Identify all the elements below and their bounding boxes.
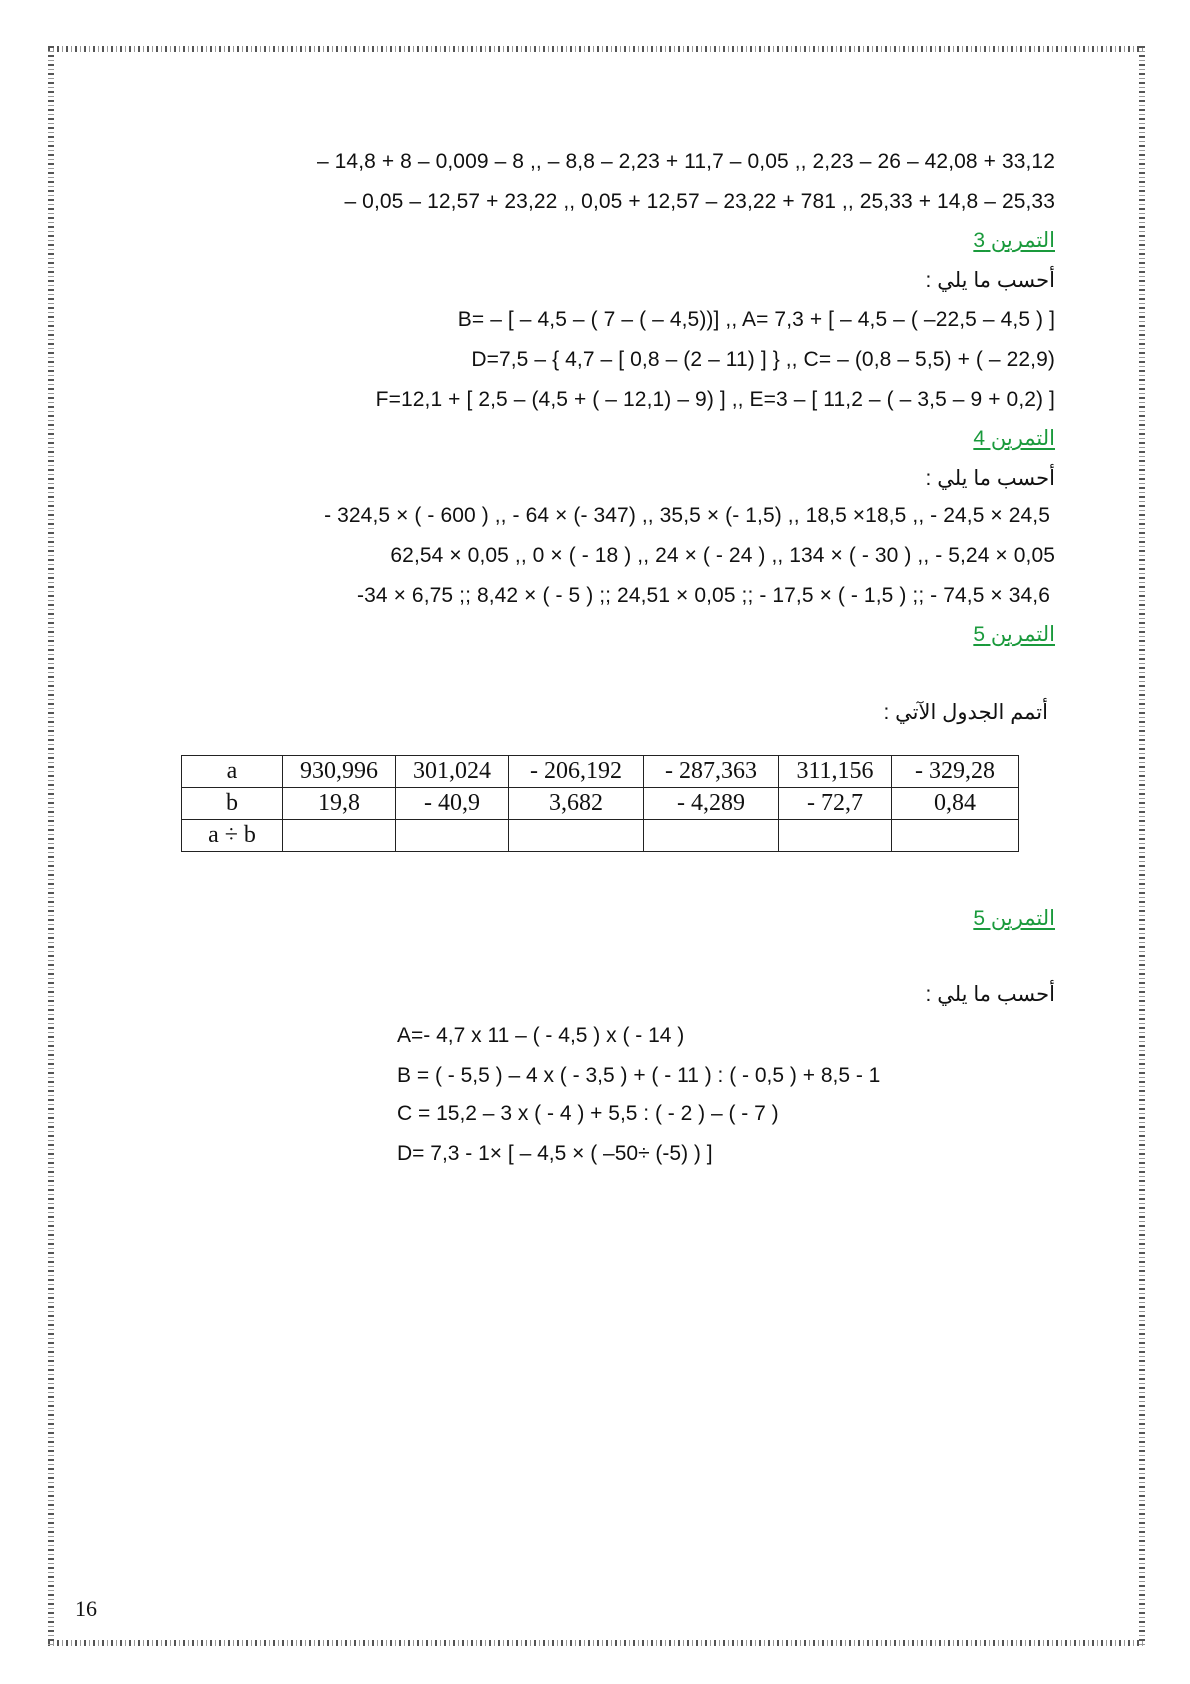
exercise4-line-1: - 324,5 × ( - 600 ) ,, - 64 × (- 347) ,, 35,5 × (- 1,5) ,, 18,5 ×18,5 ,, - 24,5 × 24,5 [324,504,1050,527]
row-label: a [182,756,283,788]
table-row-b [182,788,1019,820]
exercise5b-heading: التمرين 5 [973,907,1055,930]
page-number: 16 [75,1596,97,1621]
border-bottom [48,1640,1145,1646]
border-left [48,46,54,1646]
exercise3-heading: التمرين 3 [973,229,1055,252]
exercise3-line-2: D=7,5 – { 4,7 – [ 0,8 – (2 – 11) ] } ,, C= – (0,8 – 5,5) + ( – 22,9) [471,348,1055,371]
exercise5a-heading: التمرين 5 [973,623,1055,646]
exercise3-instruction: أحسب ما يلي : [925,269,1055,292]
table-cell: 19,8 [283,788,396,820]
exercise4-heading: التمرين 4 [973,427,1055,450]
table-cell: - 329,28 [892,756,1019,788]
row-label: b [182,788,283,820]
division-table [181,755,1019,852]
table-cell: 3,682 [509,788,644,820]
expression-a: A=- 4,7 x 11 – ( - 4,5 ) x ( - 14 ) [397,1024,685,1047]
exercise2-line-2: – 0,05 – 12,57 + 23,22 ,, 0,05 + 12,57 – 23,22 + 781 ,, 25,33 + 14,8 – 25,33 [344,190,1055,213]
table-cell: 301,024 [396,756,509,788]
table-cell-empty [892,820,1019,852]
table-cell: 930,996 [283,756,396,788]
table-cell: 311,156 [779,756,892,788]
exercise4-line-2: 62,54 × 0,05 ,, 0 × ( - 18 ) ,, 24 × ( - 24 ) ,, 134 × ( - 30 ) ,, - 5,24 × 0,05 [390,544,1055,567]
table-cell-empty [644,820,779,852]
table-cell-empty [509,820,644,852]
table-cell: - 206,192 [509,756,644,788]
border-right [1139,46,1145,1646]
table-cell: 0,84 [892,788,1019,820]
expression-c: C = 15,2 – 3 x ( - 4 ) + 5,5 : ( - 2 ) – ( - 7 ) [397,1102,779,1125]
exercise3-line-3: F=12,1 + [ 2,5 – (4,5 + ( – 12,1) – 9) ] ,, E=3 – [ 11,2 – ( – 3,5 – 9 + 0,2) ] [375,388,1055,411]
table-row-quotient [182,820,1019,852]
exercise5b-instruction: أحسب ما يلي : [925,983,1055,1006]
table-cell-empty [779,820,892,852]
expression-b: B = ( - 5,5 ) – 4 x ( - 3,5 ) + ( - 11 ) : ( - 0,5 ) + 8,5 - 1 [397,1064,881,1087]
exercise4-line-3: -34 × 6,75 ;; 8,42 × ( - 5 ) ;; 24,51 × 0,05 ;; - 17,5 × ( - 1,5 ) ;; - 74,5 × 34,6 [357,584,1050,607]
table-cell: - 72,7 [779,788,892,820]
row-label: a ÷ b [182,820,283,852]
table-cell: - 287,363 [644,756,779,788]
table-row-a [182,756,1019,788]
expression-d: D= 7,3 - 1× [ – 4,5 × ( –50÷ (-5) ) ] [397,1142,713,1165]
table-cell-empty [396,820,509,852]
table-cell: - 4,289 [644,788,779,820]
exercise5a-instruction: أتمم الجدول الآتي : [883,701,1048,724]
border-top [48,46,1145,52]
table-cell-empty [283,820,396,852]
exercise2-line-1: – 14,8 + 8 – 0,009 – 8 ,, – 8,8 – 2,23 + 11,7 – 0,05 ,, 2,23 – 26 – 42,08 + 33,12 [316,150,1055,173]
table-cell: - 40,9 [396,788,509,820]
exercise4-instruction: أحسب ما يلي : [925,467,1055,490]
exercise3-line-1: B= – [ – 4,5 – ( 7 – ( – 4,5))] ,, A= 7,3 + [ – 4,5 – ( –22,5 – 4,5 ) ] [457,308,1055,331]
